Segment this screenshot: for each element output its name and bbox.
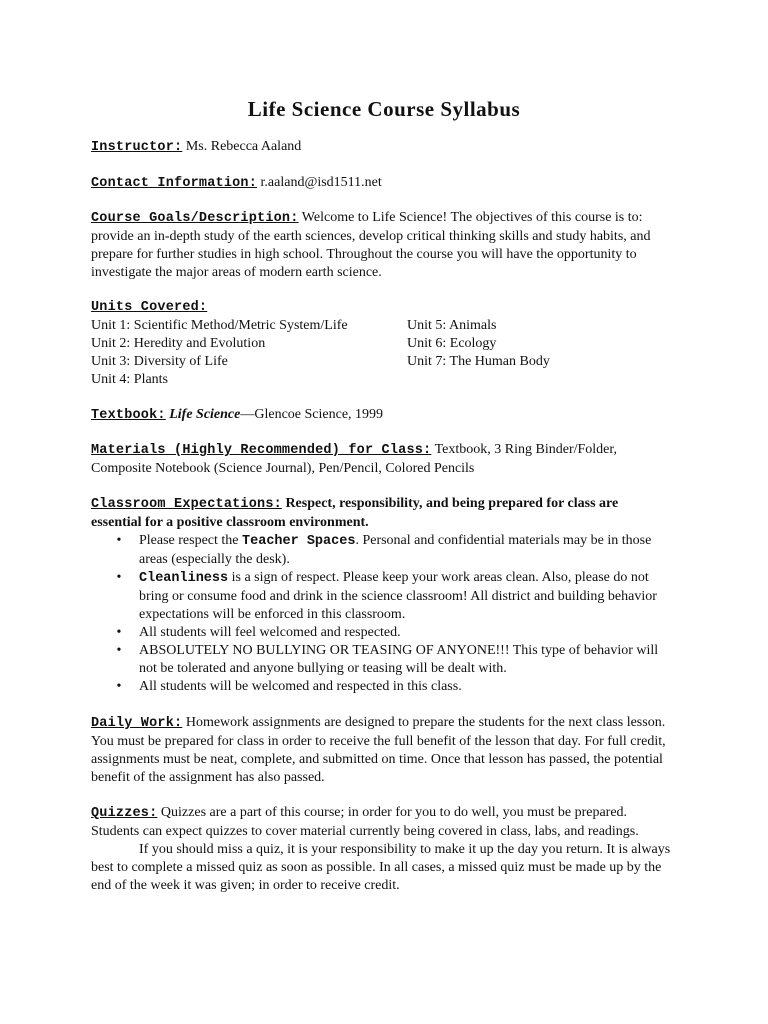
unit-item: Unit 6: Ecology (407, 336, 497, 351)
unit-item: Unit 5: Animals (407, 318, 497, 333)
unit-item: Unit 7: The Human Body (407, 354, 550, 369)
list-item: • Cleanliness is a sign of respect. Please keep your work areas clean. Also, please do not bring or consume food and drink in the science classroom! All district and building behavior expectations will be enforced in this classroom. (91, 569, 671, 624)
contact-label: Contact Information: (91, 176, 258, 191)
unit-item: Unit 3: Diversity of Life (91, 354, 228, 369)
textbook-label: Textbook: (91, 408, 166, 423)
bullet-icon: • (116, 679, 122, 694)
contact-line (91, 174, 671, 193)
unit-item: Unit 4: Plants (91, 372, 169, 387)
units-grid (91, 317, 671, 389)
goals-text: Welcome to Life Science! The objectives of this course is to: provide an in-depth study of the earth sciences, develop critical thinking skills and study habits, and prepare for further studies in high school. Throughout the course you will have the opportunity to investigate the major areas of modern earth science. (91, 210, 651, 280)
quizzes-paragraph-1 (91, 804, 671, 841)
daily-work-label: Daily Work: (91, 716, 183, 731)
cleanliness-emphasis: Cleanliness (139, 571, 229, 586)
textbook-title: Life Science (169, 407, 241, 422)
expectations-list (91, 532, 671, 696)
bullet-icon: • (116, 570, 122, 585)
expectations-label: Classroom Expectations: (91, 497, 282, 512)
units-left-column (91, 317, 407, 389)
textbook-publisher: —Glencoe Science, 1999 (240, 407, 384, 422)
textbook-line (91, 406, 671, 425)
contact-email: r.aaland@isd1511.net (260, 175, 382, 190)
list-item: • ABSOLUTELY NO BULLYING OR TEASING OF ANYONE!!! This type of behavior will not be tolerated and anyone bullying or teasing will be dealt with. (91, 642, 671, 678)
units-covered (91, 299, 671, 389)
bullet-icon: • (116, 533, 122, 548)
quizzes-label: Quizzes: (91, 806, 158, 821)
document-title: Life Science Course Syllabus (247, 97, 521, 121)
goals-label: Course Goals/Description: (91, 211, 299, 226)
units-right-column (407, 317, 671, 389)
quizzes-paragraph-2: If you should miss a quiz, it is your responsibility to make it up the day you return. It is always best to complete a missed quiz as soon as possible. In all cases, a missed quiz must be made up by the end of the week it was given; in order to receive credit. (91, 842, 671, 893)
units-label: Units Covered: (91, 300, 208, 315)
instructor-name: Ms. Rebecca Aaland (185, 139, 302, 154)
list-item: • All students will feel welcomed and respected. (91, 624, 671, 642)
bullet-icon: • (116, 643, 122, 658)
classroom-expectations (91, 495, 671, 696)
quizzes-text-1: Quizzes are a part of this course; in order for you to do well, you must be prepared. Students can expect quizzes to cover material currently being covered in class, labs, and readings. (91, 805, 639, 839)
instructor-line (91, 138, 671, 157)
expectations-intro: Respect, responsibility, and being prepared for class are essential for a positive classroom environment. (91, 496, 619, 530)
bullet-icon: • (116, 625, 122, 640)
unit-item: Unit 1: Scientific Method/Metric System/Life (91, 318, 348, 333)
list-item: • Please respect the Teacher Spaces. Personal and confidential materials may be in those areas (especially the desk). (91, 532, 671, 569)
list-item: • All students will be welcomed and respected in this class. (91, 678, 671, 696)
teacher-spaces-emphasis: Teacher Spaces (242, 534, 356, 549)
unit-item: Unit 2: Heredity and Evolution (91, 336, 266, 351)
daily-work-text: Homework assignments are designed to prepare the students for the next class lesson. You must be prepared for class in order to receive the full benefit of the lesson that day. For full credit, assignments must be neat, complete, and submitted on time. Once that lesson has passed, the potential benefit of the assignment has also passed. (91, 715, 666, 785)
instructor-label: Instructor: (91, 140, 183, 155)
materials (91, 441, 671, 478)
daily-work (91, 714, 671, 787)
quizzes (91, 804, 671, 895)
materials-text: Textbook, 3 Ring Binder/Folder, Composite Notebook (Science Journal), Pen/Pencil, Colored Pencils (91, 442, 617, 476)
materials-label: Materials (Highly Recommended) for Class: (91, 443, 432, 458)
course-goals (91, 209, 671, 282)
